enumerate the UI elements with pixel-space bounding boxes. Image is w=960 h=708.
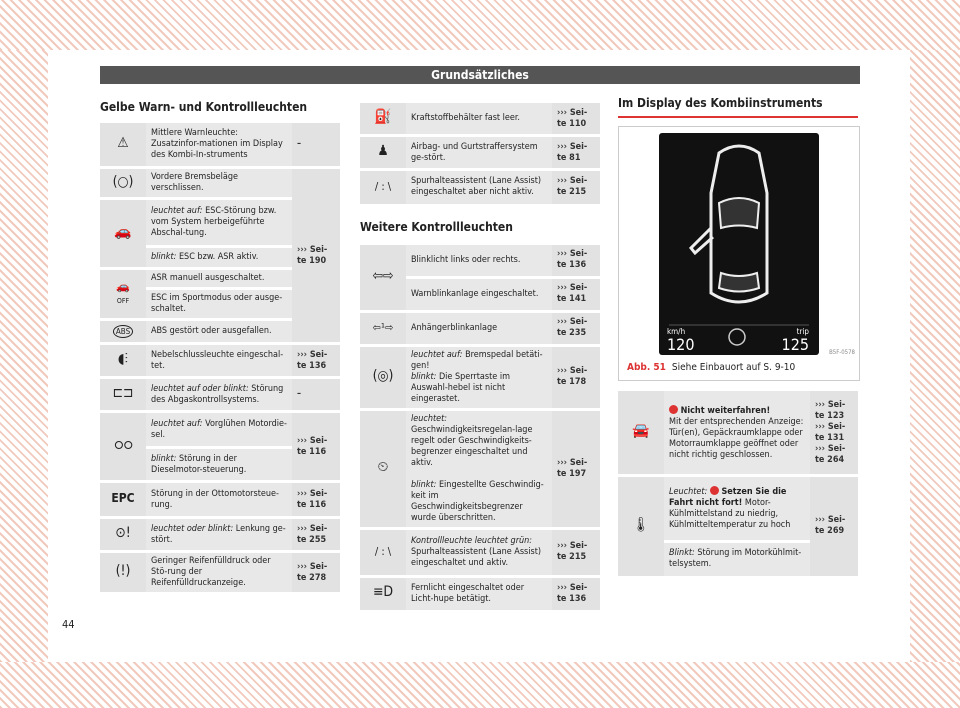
table-row: ⇦⇨ Blinklicht links oder rechts. ››› Sei-te 136 — [360, 243, 600, 277]
abs-icon: ABS — [100, 320, 146, 344]
lane-assist-icon: / : \ — [360, 170, 406, 204]
trip-label: trip — [796, 327, 809, 336]
steering-icon: ⊙! — [100, 518, 146, 552]
airbag-icon: ♟ — [360, 136, 406, 170]
other-indicators-table — [360, 242, 600, 611]
rear-fog-light-icon: ◖⫶ — [100, 344, 146, 378]
yellow-warning-table-continued — [360, 100, 600, 204]
page-number: 44 — [62, 618, 75, 631]
table-row: 🌡 Leuchtet: Setzen Sie die Fahrt nicht fort! Motor-Kühlmittelstand zu niedrig, Kühlmitteltemperatur zu hoch ››› Sei-te 269 — [618, 476, 858, 542]
right-table-wrapper — [618, 388, 858, 576]
table-row: Warnblinkanlage eingeschaltet. ››› Sei-te 141 — [360, 277, 600, 311]
table-row: / : \ Spurhalteassistent (Lane Assist) eingeschaltet aber nicht aktiv. ››› Sei-te 215 — [360, 170, 600, 204]
speed-value: 120 — [667, 335, 695, 354]
epc-icon: EPC — [100, 482, 146, 518]
warning-triangle-icon: ⚠ — [100, 122, 146, 168]
lane-assist-active-icon: / : \ — [360, 528, 406, 576]
table-row: 🚘 Nicht weiterfahren! Mit der entsprechenden Anzeige: Tür(en), Gepäckraumklappe oder Motorraumklappe geöffnet oder nicht richtig geschlossen. ››› Sei-te 123 ››› Sei-te 131 ››› Sei-te 264 — [618, 390, 858, 476]
esc-icon: 🚗 — [100, 199, 146, 269]
table-row: blinkt: ESC bzw. ASR aktiv. — [100, 247, 340, 269]
left-column — [100, 100, 340, 592]
display-warning-table — [618, 388, 858, 576]
brake-pad-icon: (○) — [100, 168, 146, 199]
decorative-border-left — [0, 50, 48, 662]
table-row: Blinkt: Störung im Motorkühlmit-telsystem. — [618, 542, 858, 576]
red-stop-icon — [669, 405, 678, 414]
table-row: ⊙! leuchtet oder blinkt: Lenkung ge-stört. ››› Sei-te 255 — [100, 518, 340, 552]
trailer-signal-icon: ⇦¹⇨ — [360, 311, 406, 345]
speed-unit-label: km/h — [667, 327, 686, 336]
table-row: ഠഠ leuchtet auf: Vorglühen Motordie-sel. ››› Sei-te 116 — [100, 412, 340, 448]
high-beam-icon: ≡D — [360, 576, 406, 610]
instrument-display — [659, 133, 819, 355]
table-row: ♟ Airbag- und Gurtstraffersystem ge-stört. ››› Sei-te 81 — [360, 136, 600, 170]
decorative-border-bottom — [0, 662, 960, 708]
figure-code: B5F-0578 — [829, 349, 855, 356]
red-stop-icon — [710, 486, 719, 495]
table-row: (!) Geringer Reifenfülldruck oder Stö-rung der Reifenfülldruckanzeige. ››› Sei-te 278 — [100, 552, 340, 593]
fuel-icon: ⛽ — [360, 102, 406, 136]
table-row: ⇦¹⇨ Anhängerblinkanlage ››› Sei-te 235 — [360, 311, 600, 345]
turn-signal-icon: ⇦⇨ — [360, 243, 406, 311]
section-title-display: Im Display des Kombiinstruments — [618, 96, 858, 118]
coolant-icon: 🌡 — [618, 476, 664, 576]
table-row: ◖⫶ Nebelschlussleuchte eingeschal-tet. ››› Sei-te 136 — [100, 344, 340, 378]
figure-caption: Abb. 51 Siehe Einbauort auf S. 9-10 — [627, 362, 796, 373]
glow-plug-icon: ഠഠ — [100, 412, 146, 482]
car-top-view-icon — [659, 133, 819, 355]
table-row: (◎) leuchtet auf: Bremspedal betäti-gen! blinkt: Die Sperrtaste im Auswahl-hebel ist nicht eingerastet. ››› Sei-te 178 — [360, 345, 600, 409]
table-row: ESC im Sportmodus oder ausge-schaltet. — [100, 289, 340, 320]
table-row: 🚗 leuchtet auf: ESC-Störung bzw. vom System herbeigeführte Abschal-tung. — [100, 199, 340, 247]
engine-icon: ⊏⊐ — [100, 378, 146, 412]
trip-value: 125 — [781, 335, 809, 354]
middle-column — [360, 100, 600, 610]
table-row: EPC Störung in der Ottomotorsteue-rung. ››› Sei-te 116 — [100, 482, 340, 518]
table-row: ABS ABS gestört oder ausgefallen. — [100, 320, 340, 344]
table-row: ⊏⊐ leuchtet auf oder blinkt: Störung des Abgaskontrollsystems. – — [100, 378, 340, 412]
section-title-other: Weitere Kontrollleuchten — [360, 219, 513, 234]
section-title-yellow: Gelbe Warn- und Kontrollleuchten — [100, 100, 308, 114]
esc-off-icon: 🚗 OFF — [100, 269, 146, 320]
table-row: ⚠ Mittlere Warnleuchte: Zusatzinfor-mationen im Display des Kombi-In-struments – — [100, 122, 340, 168]
table-row: 🚗 OFF ASR manuell ausgeschaltet. — [100, 269, 340, 289]
table-row: / : \ Kontrollleuchte leuchtet grün: Spurhalteassistent (Lane Assist) eingeschaltet und aktiv. ››› Sei-te 215 — [360, 528, 600, 576]
page-header: Grundsätzliches — [100, 66, 860, 84]
decorative-border-right — [910, 50, 960, 662]
brake-pedal-icon: (◎) — [360, 345, 406, 409]
tire-pressure-icon: (!) — [100, 552, 146, 593]
figure-cluster-display — [618, 126, 860, 381]
table-row: ⏲ leuchtet: Geschwindigkeitsregelan-lage regelt oder Geschwindigkeits-begrenzer eingeschaltet und aktiv. blinkt: Eingestellte Geschwindig-keit im Geschwindigkeitsbegrenzer wurde überschritten. ››› Sei-te 197 — [360, 409, 600, 528]
table-row: blinkt: Störung in der Dieselmotor-steuerung. — [100, 448, 340, 482]
table-row: ≡D Fernlicht eingeschaltet oder Licht-hupe betätigt. ››› Sei-te 136 — [360, 576, 600, 610]
cruise-control-icon: ⏲ — [360, 409, 406, 528]
table-row: (○) Vordere Bremsbeläge verschlissen. ››› Sei-te 190 — [100, 168, 340, 199]
table-row: ⛽ Kraftstoffbehälter fast leer. ››› Sei-te 110 — [360, 102, 600, 136]
decorative-border-top — [0, 0, 960, 50]
yellow-warning-table — [100, 120, 340, 592]
car-open-doors-icon: 🚘 — [618, 390, 664, 476]
